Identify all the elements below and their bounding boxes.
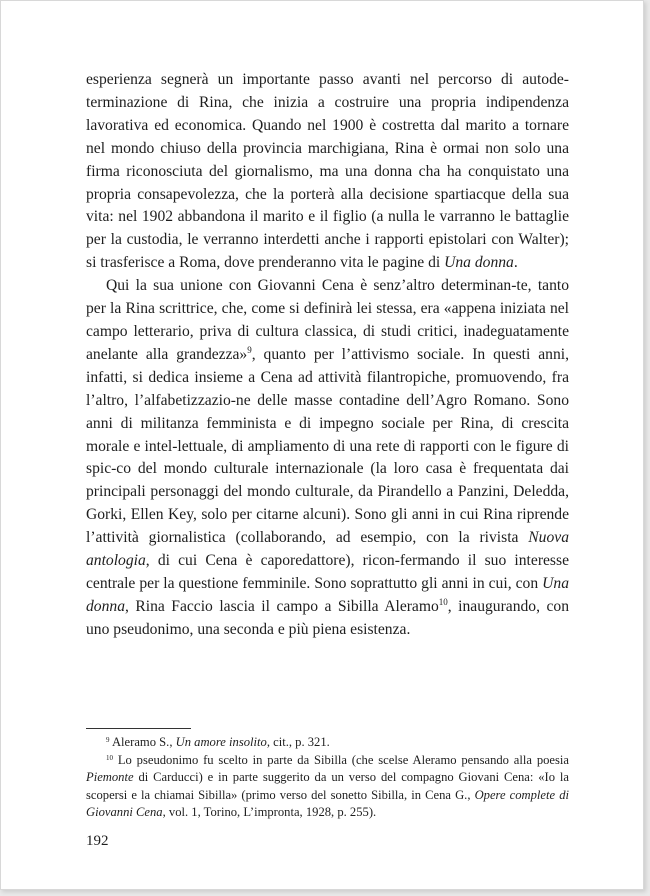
footnote-title: Un amore insolito: [175, 735, 267, 749]
footnote-text: , cit., p. 321.: [266, 735, 330, 749]
footnote-number: 9: [106, 736, 110, 744]
paragraph-1-end: .: [513, 254, 518, 272]
paragraph-2: [86, 275, 569, 642]
paragraph-2-text-a: Qui la sua unione con Giovanni Cena è senz’altro determinan-te, tanto per la Rina scrittrice, che, come si definirà lei stessa, era «appena iniziata nel campo letterario, priva di cultura classica, di studi critici, inadeguatamente anelante alla grandezza»: [86, 277, 569, 363]
paragraph-2-text-d: , Rina Faccio lascia il campo a Sibilla Aleramo: [124, 597, 439, 615]
footnote-ref-10: 10: [438, 596, 448, 607]
paragraph-1-text: esperienza segnerà un importante passo avanti nel percorso di autode-terminazione di Rina, che inizia a costruire una propria indipendenza lavorativa ed economica. Quando nel 1900 è costretta dal marito a tornare nel mondo chiuso della provincia marchigiana, Rina è ormai non solo una firma riconosciuta del giornalismo, ma una donna cha ha conquistato una propria consapevolezza, che la porterà alla decisione spartiacque della sua vita: nel 1902 abbandona il marito e il figlio (a nulla le varranno le battaglie per la custodia, le verranno interdetti anche i rapporti epistolari con Walter); si trasferisce a Roma, dove prenderanno vita le pagine di: [86, 71, 569, 272]
paragraph-2-text-b: , quanto per l’attivismo sociale. In questi anni, infatti, si dedica insieme a Cena ad attività filantropiche, promuovendo, fra l’altro, l’alfabetizzazio-ne delle masse contadine dell’Agro Romano. Sono anni di militanza femminista e di impegno sociale per Rina, di crescita morale e intel-lettuale, di ampliamento di una rete di rapporti con le figure di spic-co del mondo culturale internazionale (la loro casa è frequentata dai principali personaggi del mondo culturale, da Pirandello a Panzini, Deledda, Gorki, Ellen Key, solo per citarne alcuni). Sono gli anni in cui Rina riprende l’attività giornalistica (collaborando, ad esempio, con la rivista: [86, 345, 569, 547]
title-nuova-antologia: Nuova antologia: [86, 529, 569, 570]
footnotes: [86, 734, 569, 822]
footnote-text: di Carducci) e in parte suggerito da un verso del compagno Giovani Cena: «Io la scopersi e la chiamai Sibilla» (primo verso del sonetto Sibilla, in Cena G.,: [86, 770, 569, 802]
footnote-10: [86, 752, 569, 822]
footnote-text: , vol. 1, Torino, L’impronta, 1928, p. 255).: [162, 805, 377, 820]
page-number: 192: [86, 833, 109, 849]
paragraph-2-text-e: , inaugurando, con uno pseudonimo, una seconda e più piena esistenza.: [86, 597, 569, 638]
paragraph-1: [86, 69, 569, 275]
main-text: [86, 69, 569, 642]
footnote-title: Piemonte: [86, 770, 134, 785]
title-una-donna: Una donna: [444, 254, 514, 272]
footnote-text: Aleramo S.,: [109, 735, 176, 749]
footnote-title: Opere complete di Giovanni Cena: [86, 787, 569, 820]
footnote-ref-9: 9: [247, 344, 252, 355]
title-una-donna-2: Una donna: [86, 574, 569, 615]
footnote-number: 10: [106, 753, 113, 762]
footnote-9: [86, 734, 569, 752]
footnote-text: Lo pseudonimo fu scelto in parte da Sibilla (che scelse Aleramo pensando alla poesia: [113, 752, 569, 767]
paragraph-2-text-c: , di cui Cena è caporedattore), ricon-fermando il suo interesse centrale per la questione femminile. Sono soprattutto gli anni in cui, con: [86, 552, 569, 592]
footnote-divider: [86, 728, 191, 729]
